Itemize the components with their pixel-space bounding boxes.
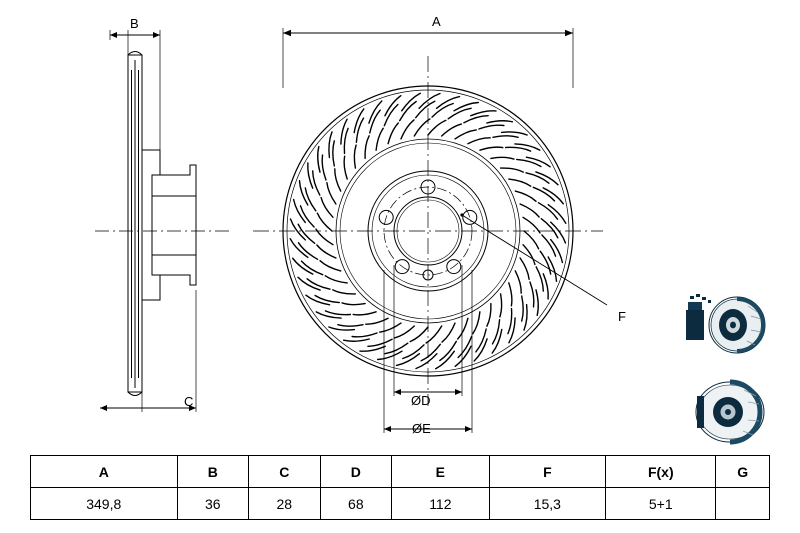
header-cell-e: E	[392, 456, 490, 488]
label-oe: ØE	[412, 421, 431, 436]
label-od: ØD	[411, 393, 431, 408]
value-cell-e: 112	[392, 488, 490, 520]
value-cell-d: 68	[320, 488, 392, 520]
label-c: C	[184, 394, 194, 409]
label-b: B	[130, 16, 139, 31]
product-photo-angled	[686, 294, 765, 353]
header-cell-a: A	[31, 456, 178, 488]
header-cell-c: C	[249, 456, 321, 488]
header-cell-b: B	[177, 456, 249, 488]
header-cell-d: D	[320, 456, 392, 488]
value-cell-c: 28	[249, 488, 321, 520]
table-header-row	[31, 456, 770, 488]
value-cell-fx: 5+1	[606, 488, 716, 520]
label-f: F	[618, 309, 626, 324]
side-profile-view	[95, 52, 230, 396]
value-cell-b: 36	[177, 488, 249, 520]
product-photo-front	[696, 382, 764, 442]
header-cell-g: G	[716, 456, 770, 488]
front-face-view	[253, 56, 603, 406]
value-cell-a: 349,8	[31, 488, 178, 520]
table-value-row	[31, 488, 770, 520]
value-cell-f: 15,3	[489, 488, 605, 520]
label-a: A	[432, 14, 441, 29]
value-cell-g	[716, 488, 770, 520]
header-cell-f: F	[489, 456, 605, 488]
specification-table	[30, 455, 770, 520]
header-cell-fx: F(x)	[606, 456, 716, 488]
dimension-c	[100, 290, 196, 412]
